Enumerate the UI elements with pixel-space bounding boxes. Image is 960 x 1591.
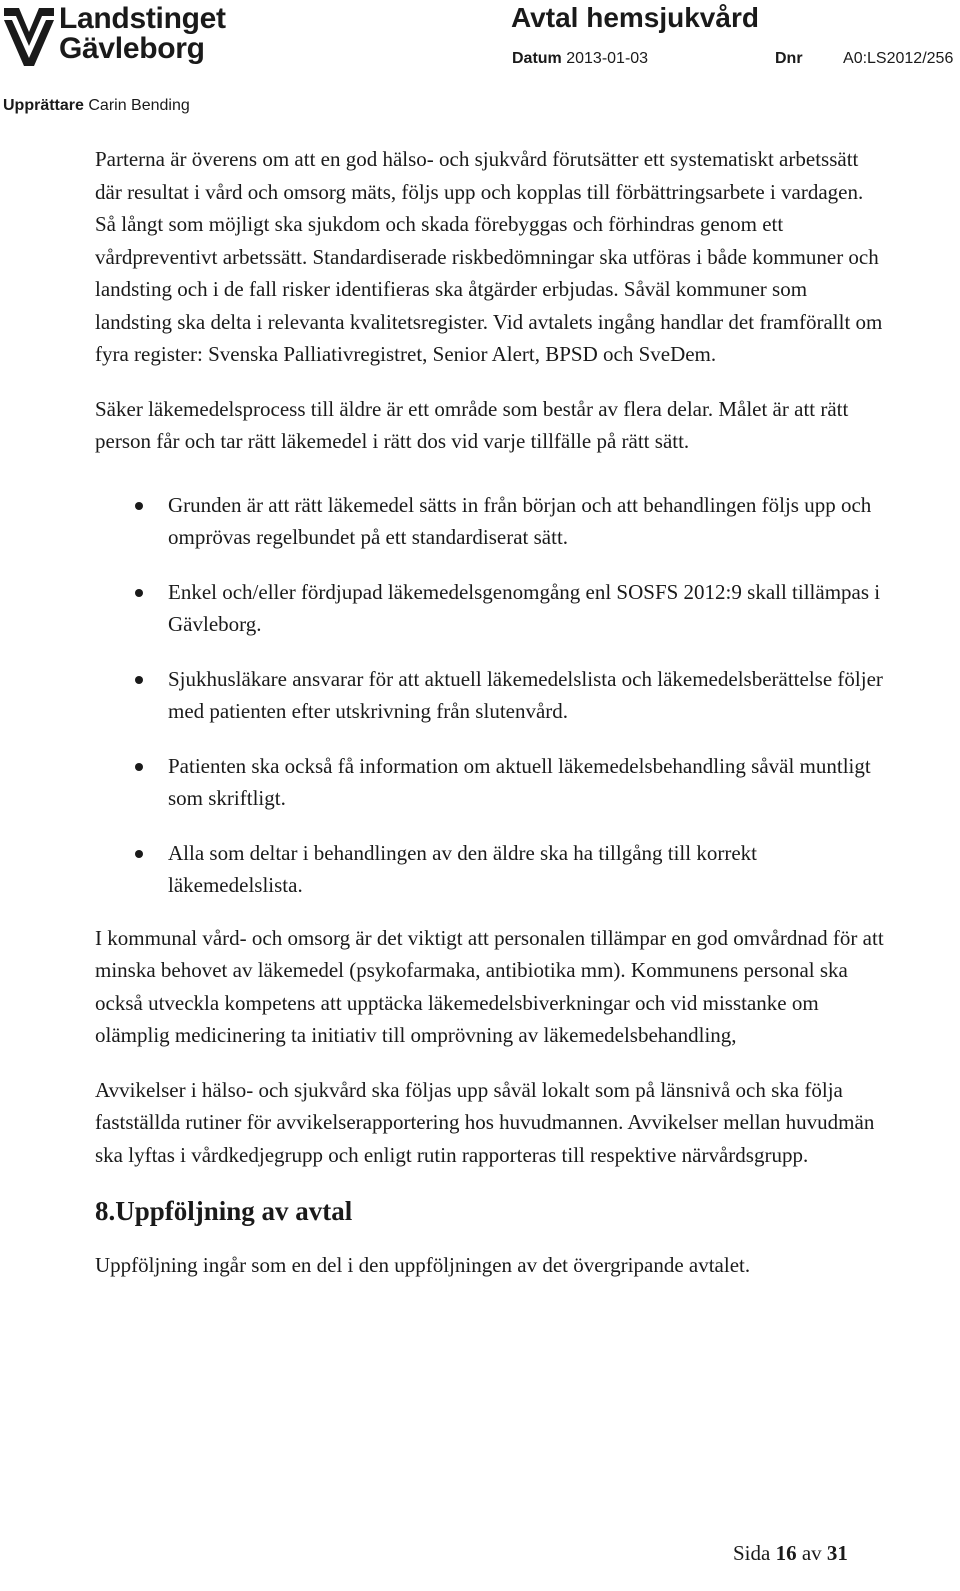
- list-item: [95, 663, 885, 728]
- paragraph-followup: Uppföljning ingår som en del i den uppföljningen av det övergripande avtalet.: [95, 1253, 751, 1277]
- bullet-icon: [135, 850, 143, 858]
- paragraph-quality: Parterna är överens om att en god hälso- och sjukvård förutsätter ett systematiskt arbetssätt där resultat i vård och omsorg mäts, följs upp och kopplas till förbättringsarbete i vardagen. Så långt som möjligt ska sjukdom och skada förebyggas och förhindras genom ett vårdpreventivt arbetssätt. Standardiserade riskbedömningar ska utföras i både kommuner och landsting och i de fall risker identifieras ska åtgärder erbjudas. Såväl kommuner som landsting ska delta i relevanta kvalitetsregister. Vid avtalets ingång handlar det framförallt om fyra register: Svenska Palliativregistret, Senior Alert, BPSD och SveDem.: [95, 147, 883, 366]
- bullet-icon: [135, 589, 143, 597]
- page-total: 31: [826, 1541, 848, 1565]
- datum-value: 2013-01-03: [566, 50, 649, 67]
- datum-label: Datum: [512, 50, 562, 67]
- section-heading-followup: 8.Uppföljning av avtal: [95, 1196, 353, 1226]
- list-item: [95, 576, 885, 641]
- page-av-label: av: [801, 1541, 822, 1565]
- upprattare-field: [3, 97, 190, 115]
- page-sida-label: Sida: [733, 1541, 771, 1565]
- paragraph-municipal-care: I kommunal vård- och omsorg är det viktigt att personalen tillämpar en god omvårdnad för att minska behovet av läkemedel (psykofarmaka, antibiotika mm). Kommunens personal ska också utveckla kompetens att upptäcka läkemedelsbiverkningar och vid misstanke om olämplig medicinering ta initiativ till omprövning av läkemedelsbehandling,: [95, 925, 884, 1047]
- logo-text-line2: Gävleborg: [59, 32, 205, 65]
- document-body: [95, 143, 885, 1282]
- upprattare-value: Carin Bending: [88, 97, 190, 114]
- logo-mark-icon: [2, 6, 56, 66]
- bullet-icon: [135, 763, 143, 771]
- list-item: [95, 489, 885, 554]
- paragraph-deviations: Avvikelser i hälso- och sjukvård ska följas upp såväl lokalt som på länsnivå och ska följa fastställda rutiner för avvikelserapportering hos huvudmannen. Avvikelser mellan huvudmän ska lyftas i vårdkedjegrupp och enligt rutin rapporteras till respektive närvårdsgrupp.: [95, 1077, 875, 1167]
- dnr-label: Dnr: [775, 50, 803, 67]
- dnr-value: A0:LS2012/256: [843, 50, 954, 67]
- document-header: [0, 0, 960, 120]
- list-item-text: Patienten ska också få information om aktuell läkemedelsbehandling såväl muntligt som skriftligt.: [168, 753, 871, 810]
- datum-field: [512, 50, 648, 68]
- list-item: [95, 837, 885, 902]
- logo-text-line1: Landstinget: [59, 2, 226, 35]
- bullet-icon: [135, 502, 143, 510]
- page-number: [733, 1541, 848, 1566]
- list-item-text: Sjukhusläkare ansvarar för att aktuell läkemedelslista och läkemedelsberättelse följer med patienten efter utskrivning från slutenvård.: [168, 666, 883, 723]
- list-item-text: Enkel och/eller fördjupad läkemedelsgenomgång enl SOSFS 2012:9 skall tillämpas i Gävleborg.: [168, 579, 881, 636]
- landstinget-gavleborg-logo: [2, 2, 242, 70]
- upprattare-label: Upprättare: [3, 97, 84, 114]
- medication-bullet-list: [95, 489, 885, 902]
- paragraph-medication-process: Säker läkemedelsprocess till äldre är ett område som består av flera delar. Målet är att rätt person får och tar rätt läkemedel i rätt dos vid varje tillfälle på rätt sätt.: [95, 396, 849, 453]
- list-item-text: Alla som deltar i behandlingen av den äldre ska ha tillgång till korrekt läkemedelslista.: [168, 840, 757, 897]
- list-item-text: Grunden är att rätt läkemedel sätts in från början och att behandlingen följs upp och omprövas regelbundet på ett standardiserat sätt.: [168, 492, 872, 549]
- page-current: 16: [775, 1541, 797, 1565]
- list-item: [95, 750, 885, 815]
- dnr-field: [775, 50, 953, 68]
- bullet-icon: [135, 676, 143, 684]
- document-title: Avtal hemsjukvård: [511, 2, 759, 33]
